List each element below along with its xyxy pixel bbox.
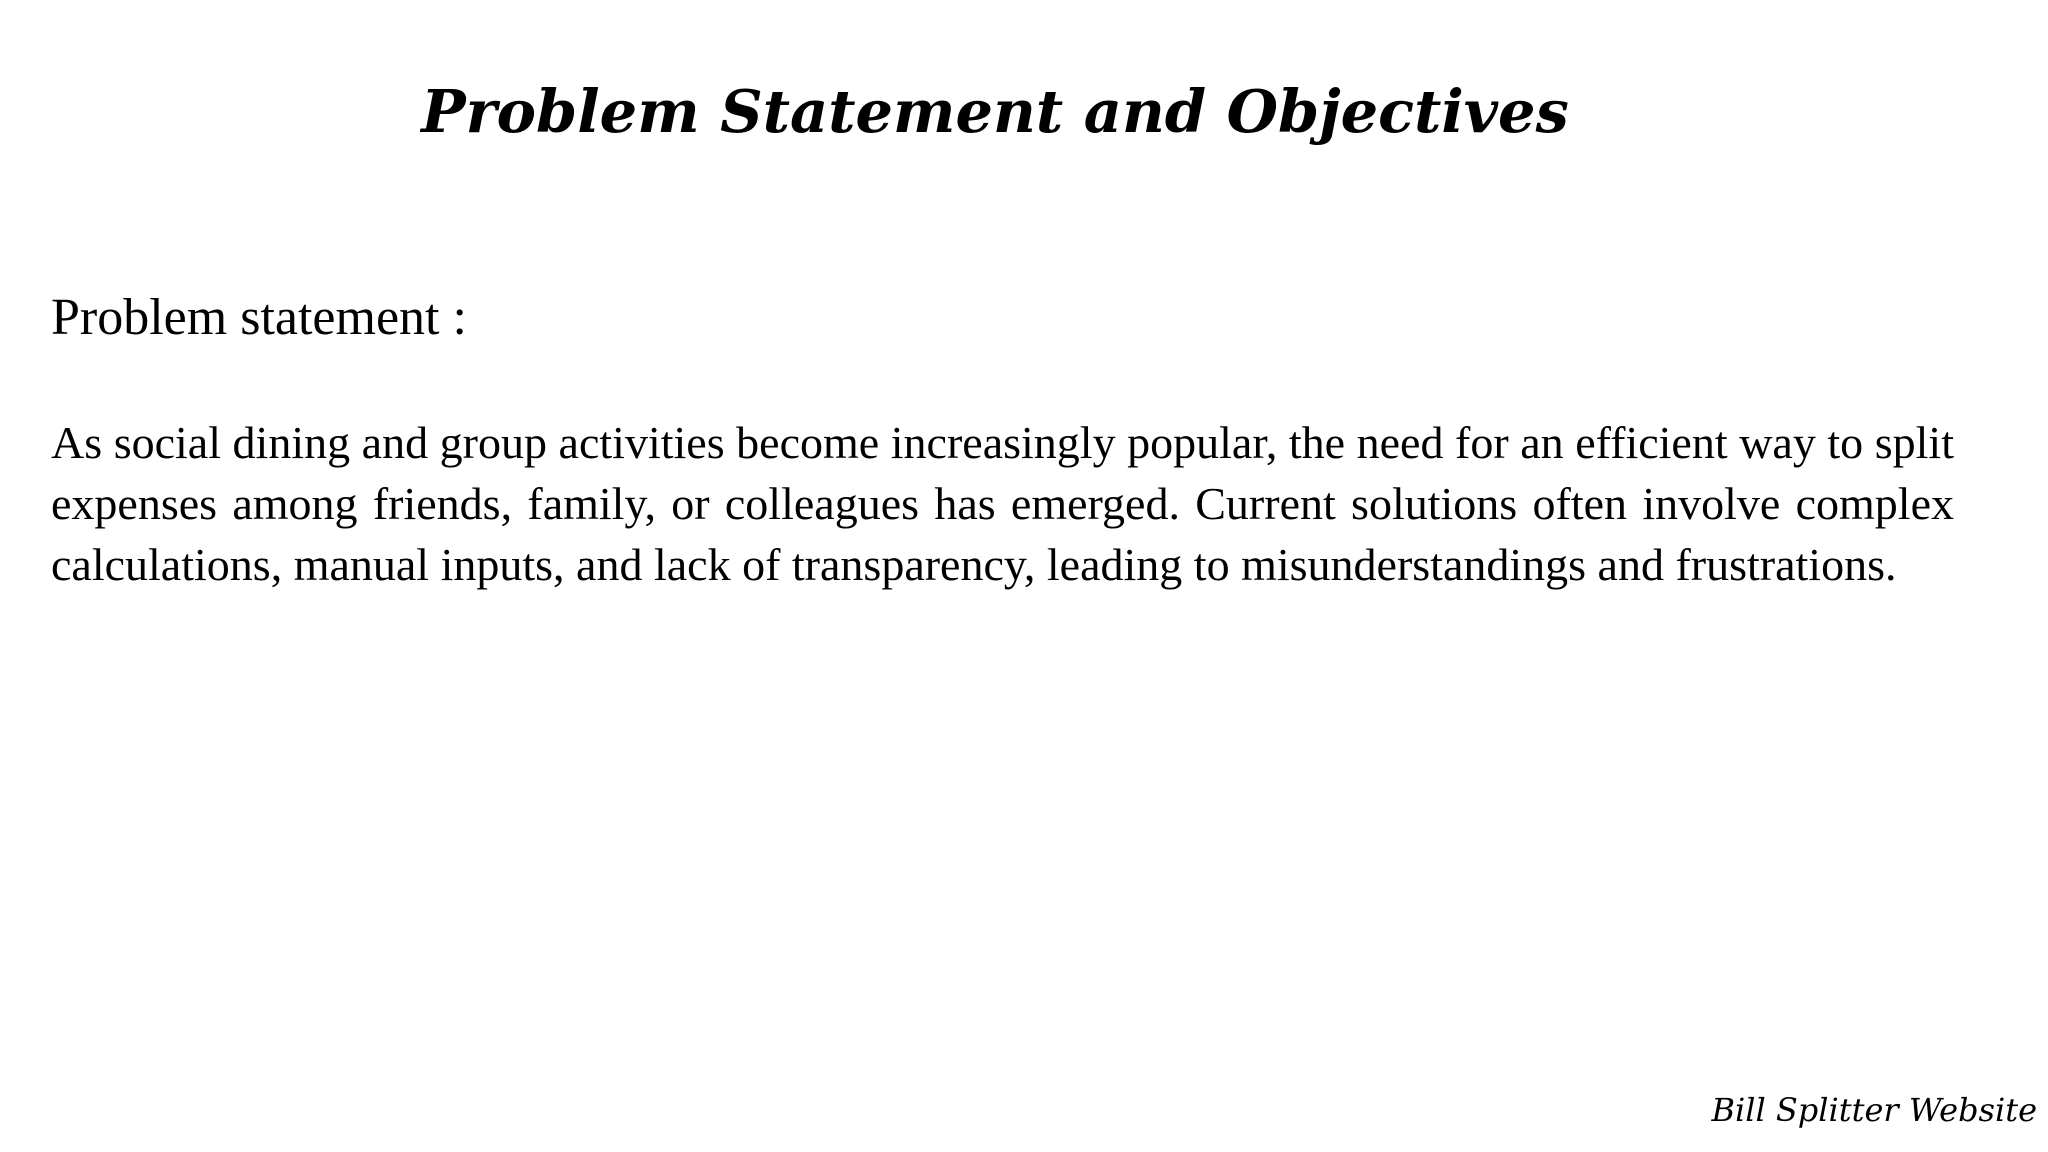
footer-label: Bill Splitter Website <box>1711 1091 2037 1129</box>
problem-statement-paragraph: As social dining and group activities become increasingly popular, the need for an efficient way to split expenses among friends, family, or colleagues has emerged. Current solutions often involve complex calculations, manual inputs, and lack of transparency, leading to misunderstandings and frustrations. <box>51 417 1954 590</box>
section-heading: Problem statement : <box>51 289 467 346</box>
slide-title: Problem Statement and Objectives <box>421 77 1569 146</box>
